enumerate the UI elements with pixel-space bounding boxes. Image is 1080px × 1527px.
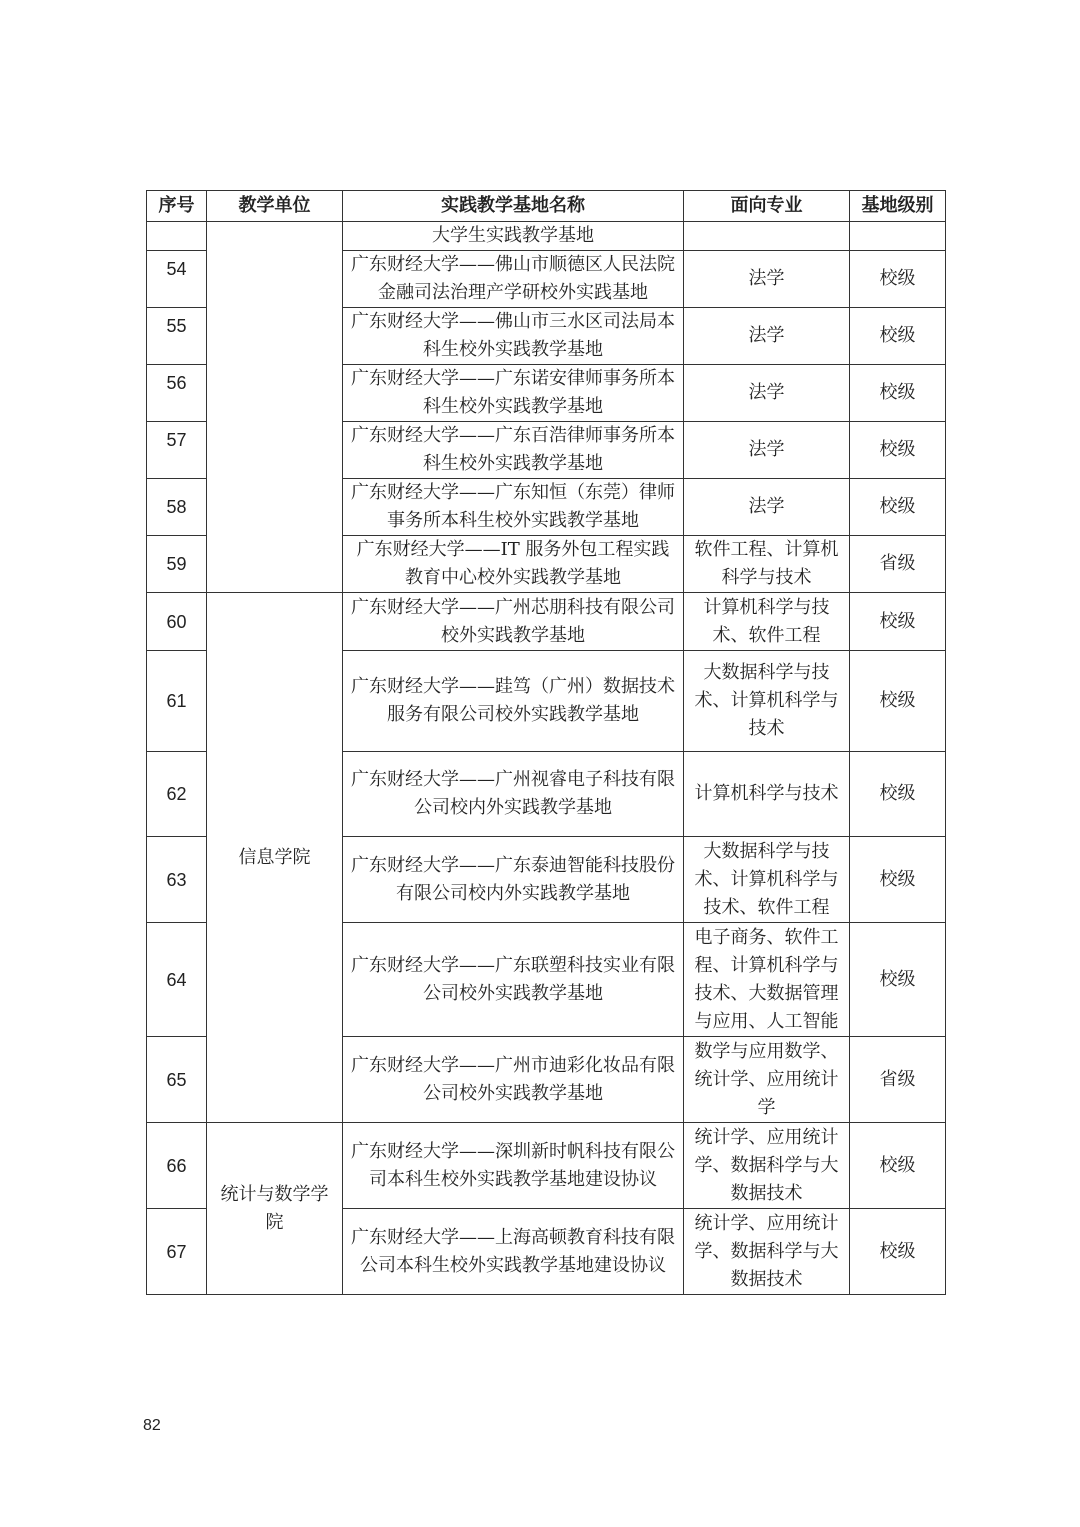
row-base-name: 广东财经大学——佛山市顺德区人民法院金融司法治理产学研校外实践基地 xyxy=(343,251,684,308)
row-seq: 63 xyxy=(147,837,207,923)
table-header-row xyxy=(147,191,946,222)
header-seq: 序号 xyxy=(147,191,207,222)
table-row xyxy=(147,1123,946,1209)
row-major: 法学 xyxy=(684,422,850,479)
row-level: 校级 xyxy=(850,593,946,651)
row-level: 校级 xyxy=(850,422,946,479)
row-major xyxy=(684,222,850,251)
row-level: 校级 xyxy=(850,837,946,923)
row-seq: 64 xyxy=(147,923,207,1037)
row-level: 校级 xyxy=(850,752,946,837)
row-seq: 56 xyxy=(147,365,207,422)
row-seq: 61 xyxy=(147,651,207,752)
row-seq xyxy=(147,222,207,251)
row-seq: 54 xyxy=(147,251,207,308)
row-major: 统计学、应用统计学、数据科学与大数据技术 xyxy=(684,1209,850,1295)
row-level: 校级 xyxy=(850,251,946,308)
row-level xyxy=(850,222,946,251)
row-major: 数学与应用数学、统计学、应用统计学 xyxy=(684,1037,850,1123)
row-base-name: 广东财经大学——广东知恒（东莞）律师事务所本科生校外实践教学基地 xyxy=(343,479,684,536)
row-major: 法学 xyxy=(684,308,850,365)
row-level: 校级 xyxy=(850,479,946,536)
row-base-name: 广东财经大学——IT 服务外包工程实践教育中心校外实践教学基地 xyxy=(343,536,684,593)
row-seq: 66 xyxy=(147,1123,207,1209)
row-major: 法学 xyxy=(684,365,850,422)
row-base-name: 广东财经大学——上海高顿教育科技有限公司本科生校外实践教学基地建设协议 xyxy=(343,1209,684,1295)
row-major: 统计学、应用统计学、数据科学与大数据技术 xyxy=(684,1123,850,1209)
row-level: 校级 xyxy=(850,651,946,752)
row-base-name: 广东财经大学——深圳新时帆科技有限公司本科生校外实践教学基地建设协议 xyxy=(343,1123,684,1209)
row-major: 大数据科学与技术、计算机科学与技术、软件工程 xyxy=(684,837,850,923)
row-base-name: 广东财经大学——广州芯朋科技有限公司校外实践教学基地 xyxy=(343,593,684,651)
row-seq: 57 xyxy=(147,422,207,479)
row-major: 软件工程、计算机科学与技术 xyxy=(684,536,850,593)
row-base-name: 广东财经大学——广州视睿电子科技有限公司校内外实践教学基地 xyxy=(343,752,684,837)
row-level: 校级 xyxy=(850,308,946,365)
header-major: 面向专业 xyxy=(684,191,850,222)
row-level: 校级 xyxy=(850,365,946,422)
row-seq: 62 xyxy=(147,752,207,837)
row-major: 法学 xyxy=(684,479,850,536)
header-unit: 教学单位 xyxy=(207,191,343,222)
row-base-name: 广东财经大学——佛山市三水区司法局本科生校外实践教学基地 xyxy=(343,308,684,365)
header-base-name: 实践教学基地名称 xyxy=(343,191,684,222)
row-base-name: 广东财经大学——广东诺安律师事务所本科生校外实践教学基地 xyxy=(343,365,684,422)
unit-stats-math-college: 统计与数学学院 xyxy=(207,1123,343,1295)
row-major: 大数据科学与技术、计算机科学与技术 xyxy=(684,651,850,752)
practice-base-table xyxy=(146,190,946,1295)
row-major: 法学 xyxy=(684,251,850,308)
row-level: 校级 xyxy=(850,1209,946,1295)
table-row xyxy=(147,222,946,251)
row-seq: 59 xyxy=(147,536,207,593)
row-level: 省级 xyxy=(850,536,946,593)
row-major: 计算机科学与技术、软件工程 xyxy=(684,593,850,651)
row-seq: 67 xyxy=(147,1209,207,1295)
row-seq: 60 xyxy=(147,593,207,651)
row-base-name: 大学生实践教学基地 xyxy=(343,222,684,251)
row-base-name: 广东财经大学——广东泰迪智能科技股份有限公司校内外实践教学基地 xyxy=(343,837,684,923)
row-unit-empty xyxy=(207,222,343,593)
row-level: 校级 xyxy=(850,923,946,1037)
row-major: 计算机科学与技术 xyxy=(684,752,850,837)
row-base-name: 广东财经大学——广州市迪彩化妆品有限公司校外实践教学基地 xyxy=(343,1037,684,1123)
row-level: 省级 xyxy=(850,1037,946,1123)
page-number: 82 xyxy=(143,1417,161,1434)
row-seq: 55 xyxy=(147,308,207,365)
row-base-name: 广东财经大学——广东百浩律师事务所本科生校外实践教学基地 xyxy=(343,422,684,479)
row-base-name: 广东财经大学——跬笃（广州）数据技术服务有限公司校外实践教学基地 xyxy=(343,651,684,752)
row-major: 电子商务、软件工程、计算机科学与技术、大数据管理与应用、人工智能 xyxy=(684,923,850,1037)
table-row xyxy=(147,593,946,651)
header-level: 基地级别 xyxy=(850,191,946,222)
unit-info-college: 信息学院 xyxy=(207,593,343,1123)
row-seq: 65 xyxy=(147,1037,207,1123)
row-base-name: 广东财经大学——广东联塑科技实业有限公司校外实践教学基地 xyxy=(343,923,684,1037)
row-level: 校级 xyxy=(850,1123,946,1209)
row-seq: 58 xyxy=(147,479,207,536)
